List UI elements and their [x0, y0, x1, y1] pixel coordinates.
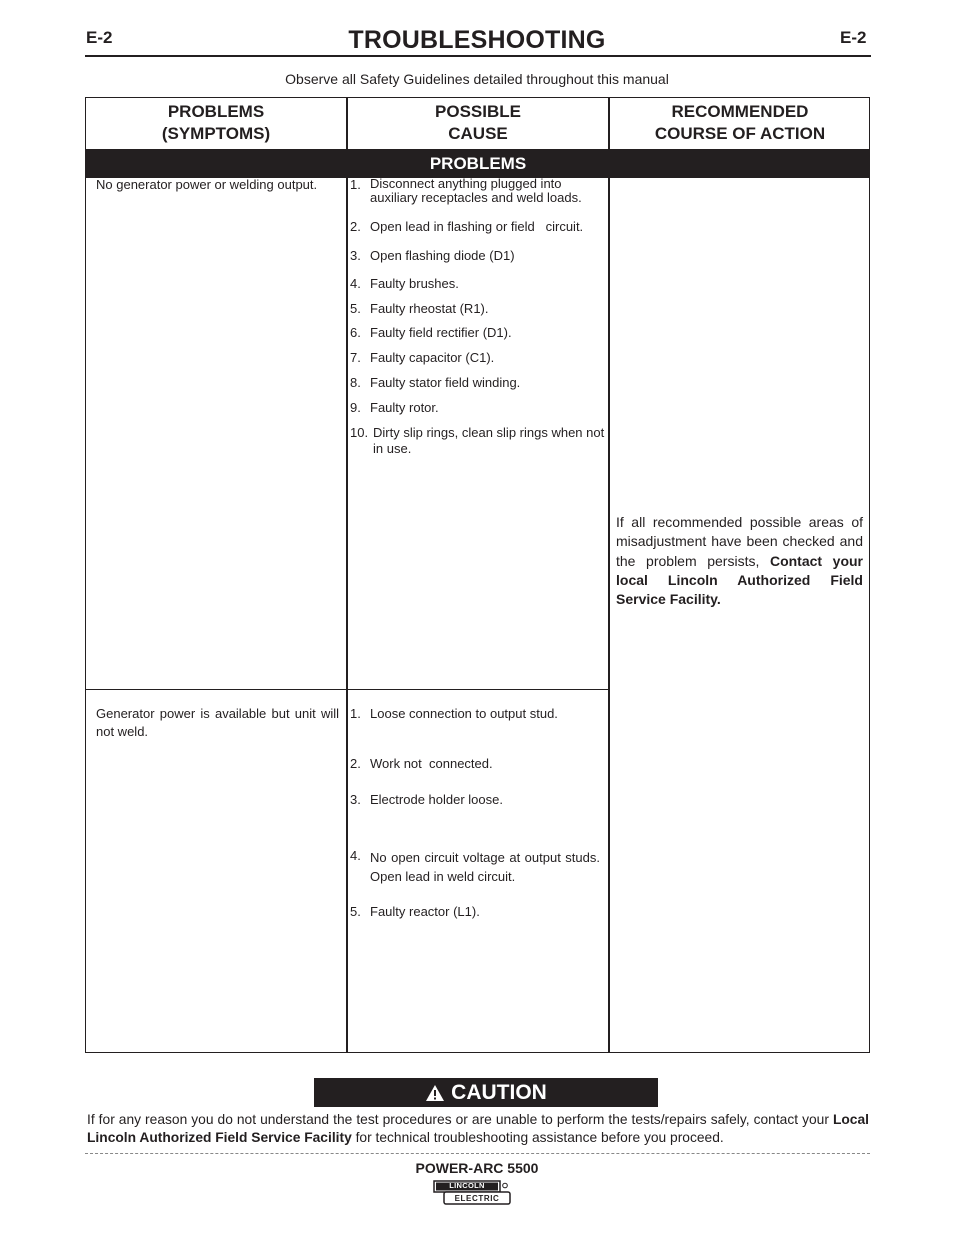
symptom-1: No generator power or welding output. — [96, 177, 318, 192]
list-item — [350, 904, 605, 919]
logo-text-bottom: ELECTRIC — [454, 1194, 500, 1203]
cause-text: Faulty reactor (L1). — [370, 904, 480, 919]
cause-text: Disconnect anything plugged into auxiliary receptacles and weld loads. — [370, 176, 582, 205]
logo-text-top: LINCOLN — [449, 1181, 485, 1190]
cause-text: Faulty rheostat (R1). — [370, 301, 489, 316]
list-item — [350, 350, 605, 365]
cause-number: 3. — [350, 792, 361, 807]
page-title: TROUBLESHOOTING — [348, 26, 606, 54]
cause-text: Faulty stator field winding. — [370, 375, 521, 390]
cause-number: 5. — [350, 301, 361, 316]
caution-text-after: for technical troubleshooting assistance before you proceed. — [351, 1130, 724, 1145]
list-item — [350, 276, 605, 291]
cause-text: Faulty field rectifier (D1). — [370, 325, 512, 340]
action-contact: Contact your local Lincoln Authorized Field Service Facility. — [616, 552, 863, 608]
column-divider — [346, 97, 348, 1053]
caution-text — [87, 1111, 869, 1147]
list-item — [350, 248, 605, 263]
cause-number: 6. — [350, 325, 361, 340]
cause-number: 4. — [350, 848, 361, 863]
column-header-action: RECOMMENDED COURSE OF ACTION — [654, 102, 826, 143]
cause-number: 4. — [350, 276, 361, 291]
model-name: POWER-ARC 5500 — [415, 1160, 539, 1176]
list-item — [350, 400, 605, 415]
column-header-cause: POSSIBLE CAUSE — [435, 102, 521, 143]
safety-note: Observe all Safety Guidelines detailed throughout this manual — [285, 71, 669, 87]
cause-number: 5. — [350, 904, 361, 919]
cause-text: Work not connected. — [370, 756, 493, 771]
cause-number: 1. — [350, 177, 361, 192]
cause-number: 2. — [350, 756, 361, 771]
cause-number: 3. — [350, 248, 361, 263]
cause-number: 9. — [350, 400, 361, 415]
cause-number: 7. — [350, 350, 361, 365]
list-item — [350, 756, 605, 771]
list-item — [350, 301, 605, 316]
cause-text: Faulty brushes. — [370, 276, 459, 291]
page-code-right: E-2 — [840, 28, 867, 47]
cause-text: Faulty rotor. — [370, 400, 439, 415]
list-item — [350, 375, 605, 390]
cause-text: Faulty capacitor (C1). — [370, 350, 495, 365]
caution-contact: Local Lincoln Authorized Field Service Facility — [87, 1112, 869, 1145]
cause-text: Loose connection to output stud. — [370, 706, 558, 721]
cause-number: 10. — [350, 425, 369, 440]
cause-number: 2. — [350, 219, 361, 234]
column-header-problems: PROBLEMS (SYMPTOMS) — [161, 102, 271, 143]
footer-rule — [85, 1153, 870, 1154]
symptom-2: Generator power is available but unit will not weld. — [96, 706, 339, 739]
column-divider — [608, 97, 610, 1053]
cause-text: No open circuit voltage at output studs. Open lead in weld circuit. — [370, 850, 608, 884]
header-rule — [85, 55, 871, 57]
cause-number: 8. — [350, 375, 361, 390]
caution-label: CAUTION — [451, 1080, 547, 1104]
cause-number: 1. — [350, 706, 361, 721]
action-text: If all recommended possible areas of misadjustment have been checked and the problem persists, — [616, 514, 863, 569]
cause-text: Open flashing diode (D1) — [370, 248, 515, 263]
list-item — [350, 177, 605, 205]
list-item — [350, 325, 605, 340]
lincoln-electric-logo — [432, 1178, 512, 1208]
list-item — [350, 706, 605, 721]
list-item — [350, 792, 605, 807]
row-divider — [86, 689, 608, 690]
caution-text-before: If for any reason you do not understand the test procedures or are unable to perform the tests/repairs safely, contact your — [87, 1112, 829, 1127]
cause-text: Dirty slip rings, clean slip rings when not in use. — [373, 425, 605, 456]
recommended-action — [616, 513, 863, 609]
cause-text: Open lead in flashing or field circuit. — [370, 219, 584, 234]
page-code-left: E-2 — [86, 28, 113, 47]
list-item — [350, 219, 605, 234]
cause-text: Electrode holder loose. — [370, 792, 503, 807]
warning-triangle-icon — [425, 1084, 445, 1102]
list-item — [350, 425, 605, 457]
list-item — [350, 848, 608, 886]
section-bar-label: PROBLEMS — [429, 154, 527, 173]
caution-banner — [314, 1078, 658, 1107]
